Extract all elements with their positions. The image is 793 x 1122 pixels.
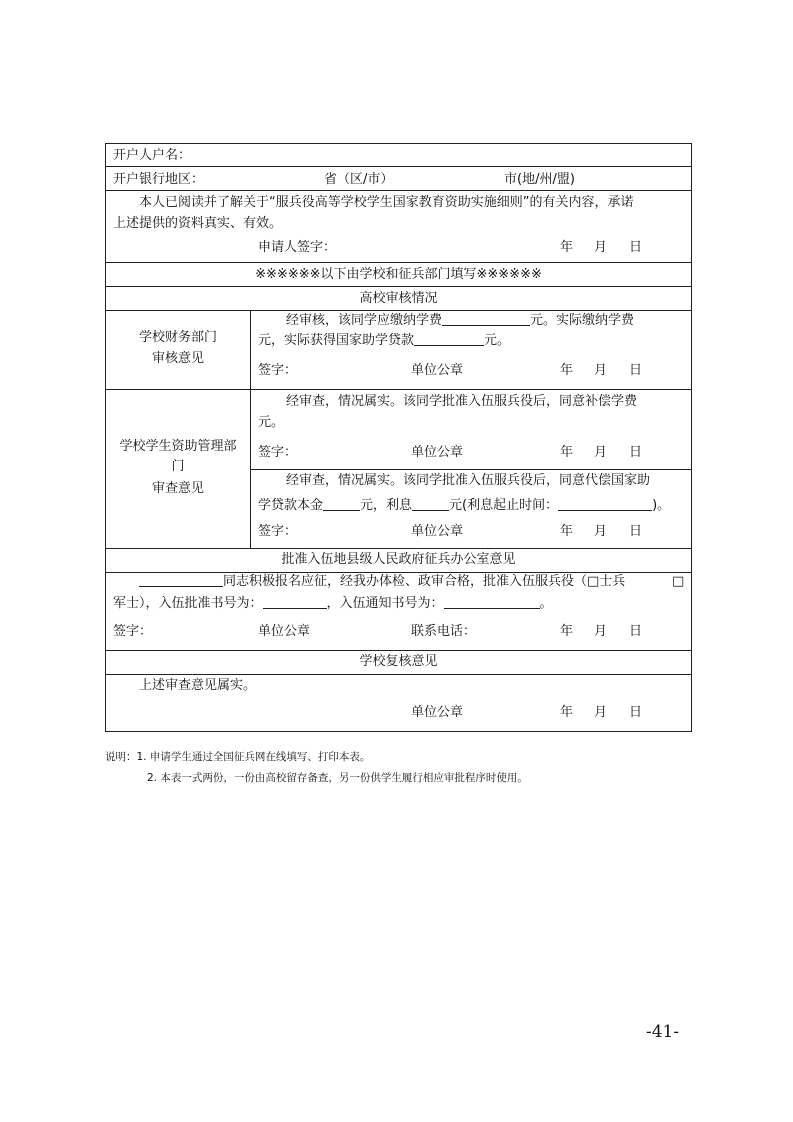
date-month: 月 [594,363,608,378]
row-divider [106,674,691,675]
aid-block2-d: )。 [652,498,671,513]
date-month: 月 [594,705,608,720]
military-text-2c: 。 [539,596,553,611]
military-text-2a: 军士），入伍批准书号为： [113,596,263,611]
row-divider [106,286,691,287]
date-month: 月 [594,445,608,460]
recheck-section-header: 学校复核意见 [359,654,438,669]
military-text-line-1 [139,574,625,590]
row-divider [106,650,691,651]
applicant-signature-label: 申请人签字： [258,240,337,255]
aid-seal-label-2: 单位公章 [411,524,464,539]
date-year: 年 [560,240,574,255]
finance-text-1a: 经审核，该同学应缴纳学费 [286,313,443,328]
aid-block2-b: 元，利息 [360,498,413,513]
finance-text-1b: 元。实际缴纳学费 [530,313,635,328]
province-label: 省（区/市） [324,172,394,187]
aid-sign-label-2: 签字： [258,524,298,539]
aid-sign-label: 签字： [258,445,298,460]
finance-text-line-1 [286,313,634,329]
application-form-table [105,143,692,732]
finance-text-2a: 元，实际获得国家助学贷款 [258,333,415,348]
school-section-divider: ※※※※※※以下由学校和征兵部门填写※※※※※※ [255,267,542,282]
aid-block2-a: 学贷款本金 [258,498,324,513]
military-phone-label: 联系电话： [411,624,477,639]
date-year: 年 [560,363,574,378]
aid-block2-c: 元(利息起止时间： [449,498,559,513]
date-day: 日 [629,524,643,539]
date-year: 年 [560,524,574,539]
finance-text-line-2 [258,333,510,349]
interest-period-blank[interactable] [558,498,652,511]
recheck-text: 上述审查意见属实。 [139,678,257,693]
page-number: -41- [646,1022,680,1042]
aid-dept-label-2: 门 [171,459,185,474]
finance-seal-label: 单位公章 [411,363,464,378]
row-divider [106,572,691,573]
note-line-1: 说明：1. 申请学生通过全国征兵网在线填写、打印本表。 [105,751,371,763]
row-divider [106,190,691,191]
military-seal-label: 单位公章 [258,624,311,639]
row-divider [106,548,691,549]
military-text-2b: ，入伍通知书号为： [326,596,444,611]
military-section-header: 批准入伍地县级人民政府征兵办公室意见 [281,552,516,567]
bank-region-label: 开户银行地区： [113,172,205,187]
date-day: 日 [629,363,643,378]
approval-number-blank[interactable] [263,596,327,609]
aid-block2-line2 [258,498,670,514]
loan-amount-blank[interactable] [414,333,484,346]
declaration-line-1: 本人已阅读并了解关于“服兵役高等学校学生国家教育资助实施细则”的有关内容，承诺 [139,195,634,210]
notice-number-blank[interactable] [444,596,540,609]
aid-block1-line1: 经审查，情况属实。该同学批准入伍服兵役后，同意补偿学费 [286,394,638,409]
date-day: 日 [629,240,643,255]
military-sign-label: 签字： [113,624,153,639]
date-year: 年 [560,624,574,639]
column-divider [250,310,251,548]
date-year: 年 [560,445,574,460]
date-month: 月 [594,524,608,539]
officer-checkbox[interactable]: □ [672,574,685,589]
tuition-due-blank[interactable] [442,313,530,326]
city-label: 市(地/州/盟) [504,172,575,187]
finance-opinion-label: 审核意见 [151,351,204,366]
date-month: 月 [594,240,608,255]
finance-text-2b: 元。 [484,333,511,348]
date-month: 月 [594,624,608,639]
row-divider [106,262,691,263]
note-line-2: 2. 本表一式两份，一份由高校留存备查，另一份供学生履行相应审批程序时使用。 [147,772,528,784]
date-day: 日 [629,445,643,460]
aid-block1-line2: 元。 [258,415,285,430]
account-holder-label: 开户人户名： [113,148,192,163]
aid-dept-label-1: 学校学生资助管理部 [119,439,237,454]
aid-block2-line1: 经审查，情况属实。该同学批准入伍服兵役后，同意代偿国家助 [286,473,651,488]
date-day: 日 [629,624,643,639]
student-name-blank[interactable] [139,574,223,587]
finance-sign-label: 签字： [258,363,298,378]
recheck-seal-label: 单位公章 [411,705,464,720]
declaration-line-2: 上述提供的资料真实、有效。 [113,216,283,231]
military-text-line-2 [113,596,553,612]
review-section-header: 高校审核情况 [359,291,438,306]
loan-principal-blank[interactable] [323,498,360,511]
date-year: 年 [560,705,574,720]
aid-seal-label: 单位公章 [411,445,464,460]
military-text-1a: 同志积极报名应征，经我办体检、政审合格，批准入伍服兵役（□士兵 [223,574,626,589]
interest-blank[interactable] [412,498,449,511]
row-divider [106,389,691,390]
finance-dept-label: 学校财务部门 [138,330,217,345]
row-divider [106,166,691,167]
row-divider [106,310,691,311]
row-divider [250,469,691,470]
date-day: 日 [629,705,643,720]
aid-opinion-label: 审查意见 [151,481,204,496]
